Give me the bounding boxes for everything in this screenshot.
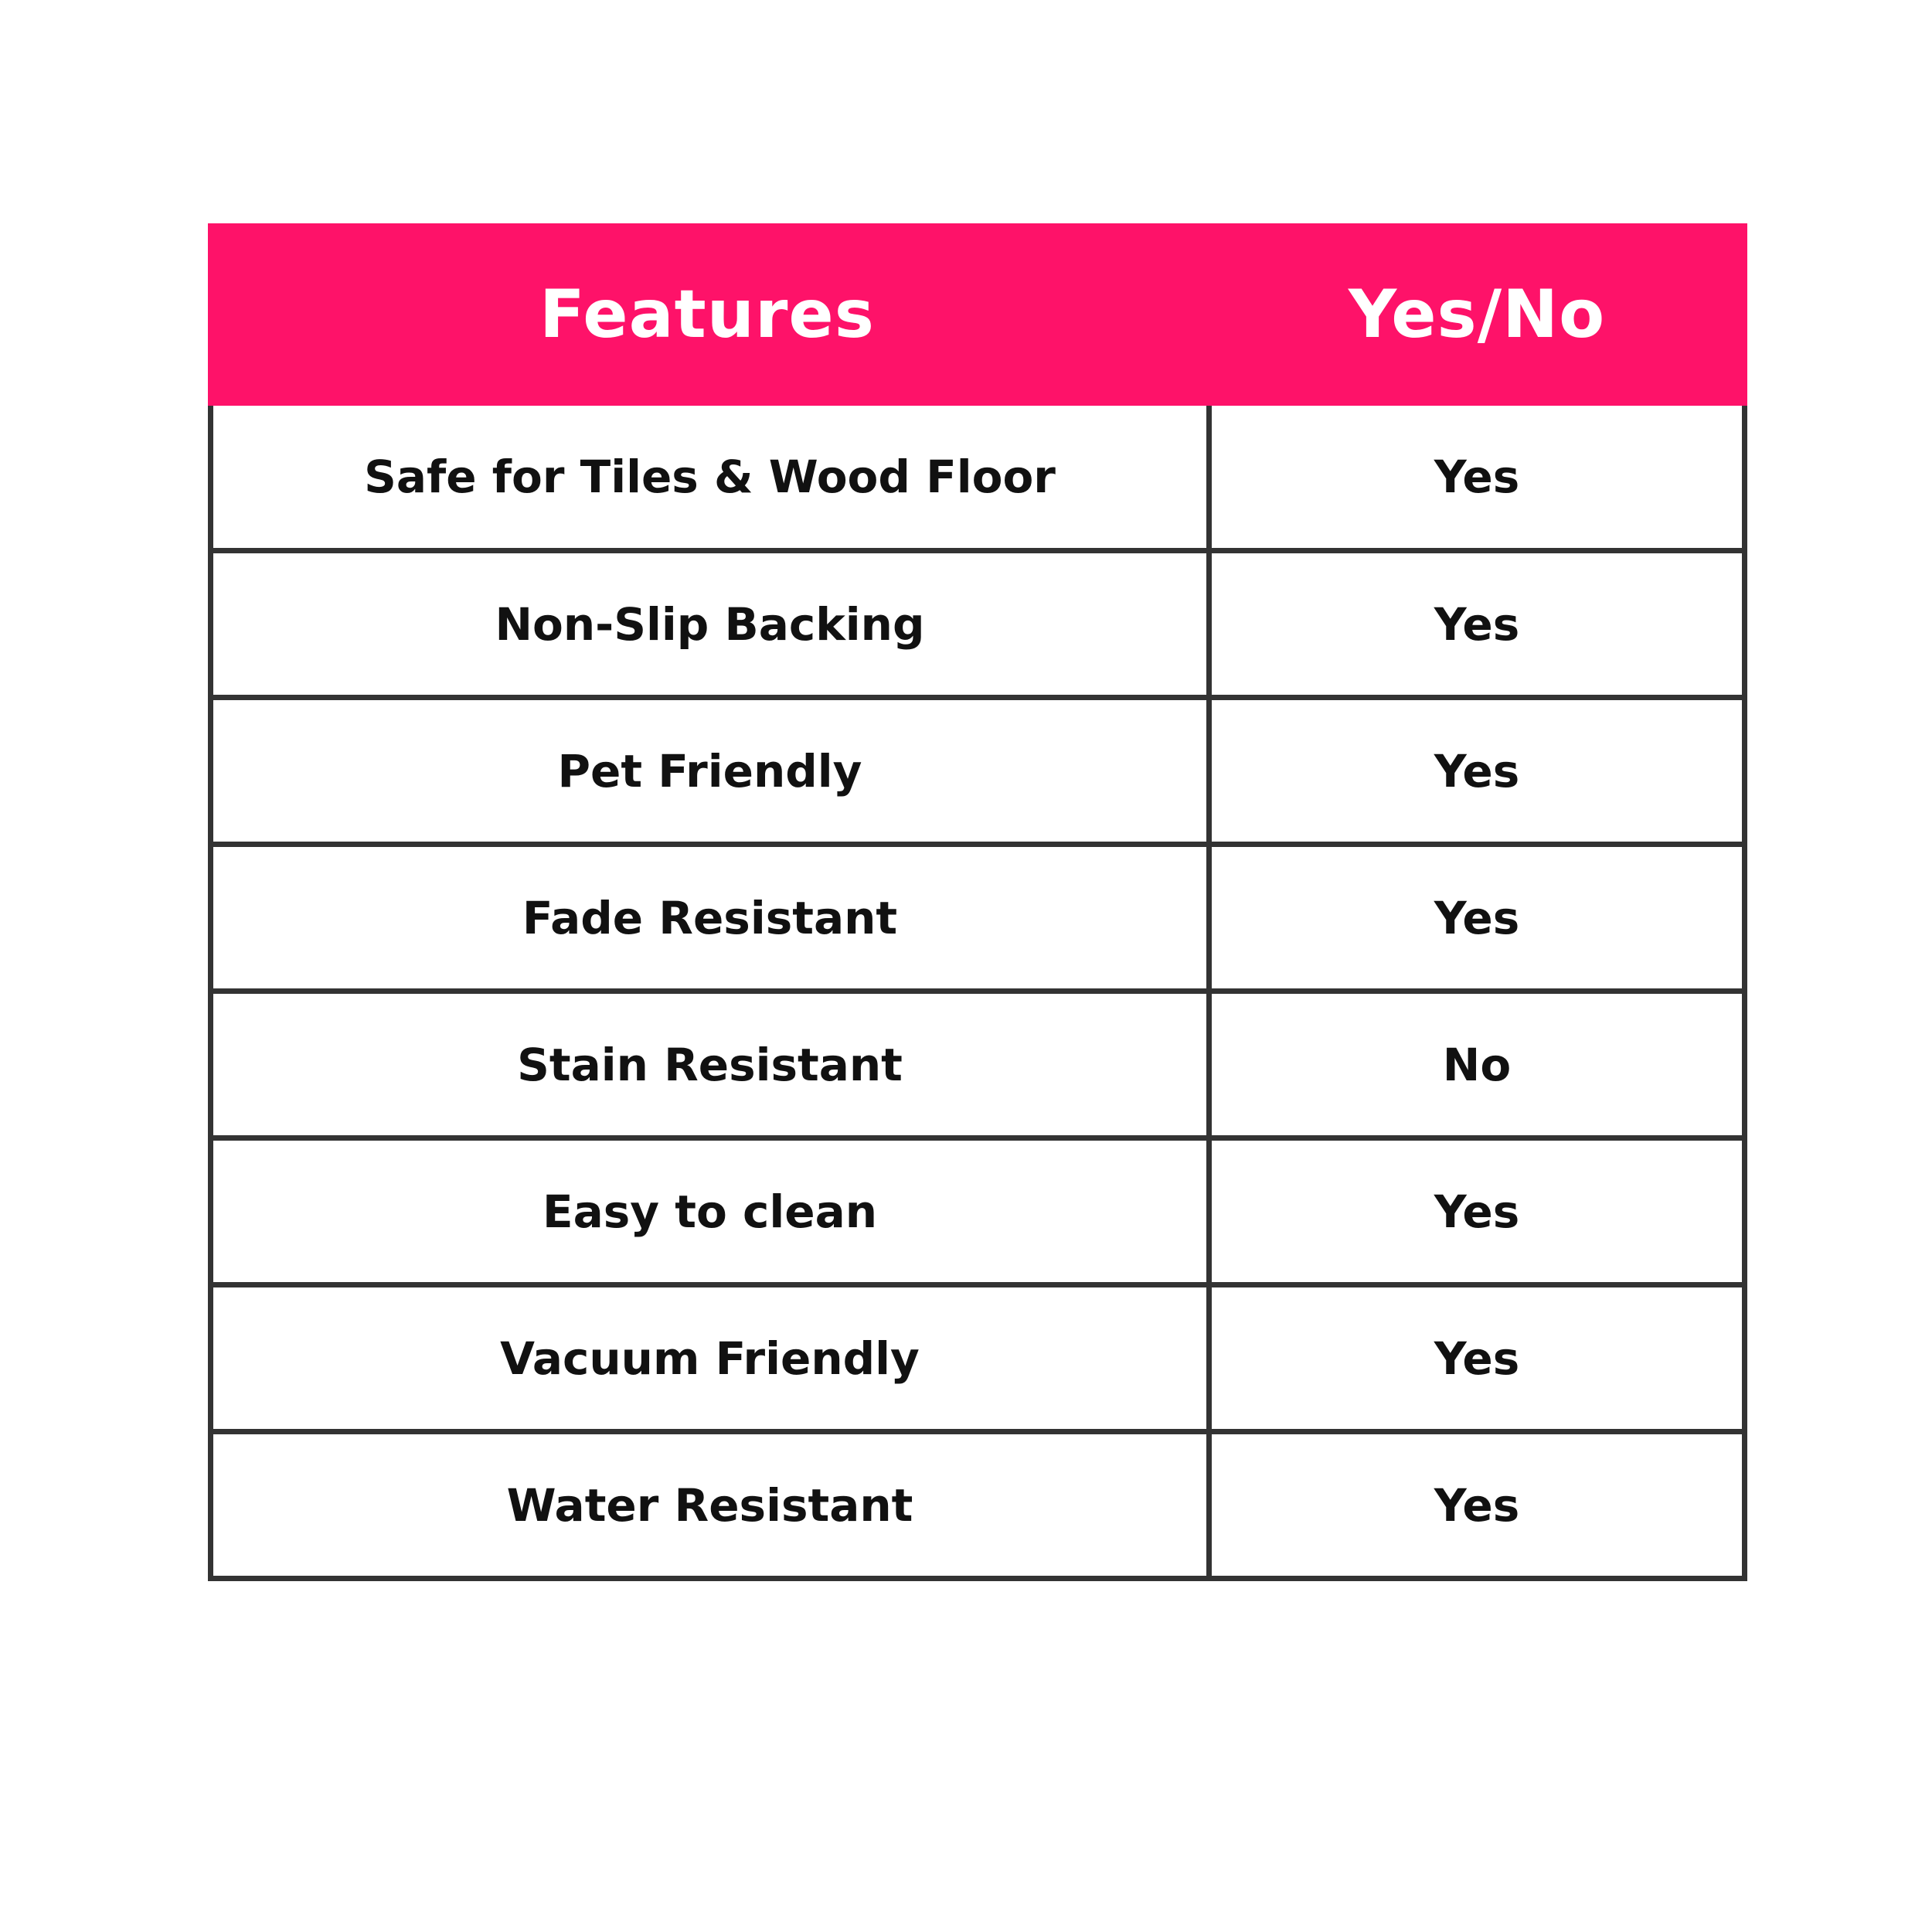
value-cell: Yes: [1434, 1185, 1520, 1238]
feature-cell: Water Resistant: [213, 1434, 1212, 1576]
table-row: [213, 988, 1742, 1135]
value-cell: Yes: [1434, 1478, 1520, 1532]
value-cell: Yes: [1434, 744, 1520, 798]
features-table: [208, 223, 1747, 1581]
value-cell: Yes: [1434, 597, 1520, 651]
value-cell: Yes: [1434, 451, 1520, 503]
value-cell: No: [1442, 1038, 1512, 1091]
feature-cell: Stain Resistant: [213, 994, 1212, 1135]
table-row: [213, 695, 1742, 842]
table-row: [213, 548, 1742, 695]
feature-cell: Easy to clean: [213, 1141, 1212, 1282]
header-features: Features: [539, 276, 875, 353]
table-row: [213, 1429, 1742, 1576]
feature-cell: Fade Resistant: [213, 847, 1212, 988]
feature-cell: Safe for Tiles & Wood Floor: [213, 406, 1212, 548]
feature-cell: Vacuum Friendly: [213, 1287, 1212, 1429]
value-cell: Yes: [1434, 891, 1520, 944]
value-cell: Yes: [1434, 1332, 1520, 1385]
feature-cell: Non-Slip Backing: [213, 553, 1212, 695]
table-row: [213, 842, 1742, 988]
table-row: [213, 1282, 1742, 1429]
feature-cell: Pet Friendly: [213, 700, 1212, 842]
table-row: [213, 1135, 1742, 1282]
table-row: [213, 406, 1742, 548]
table-body: [208, 406, 1747, 1581]
table-header-row: [208, 223, 1747, 406]
header-yes-no: Yes/No: [1348, 276, 1606, 353]
